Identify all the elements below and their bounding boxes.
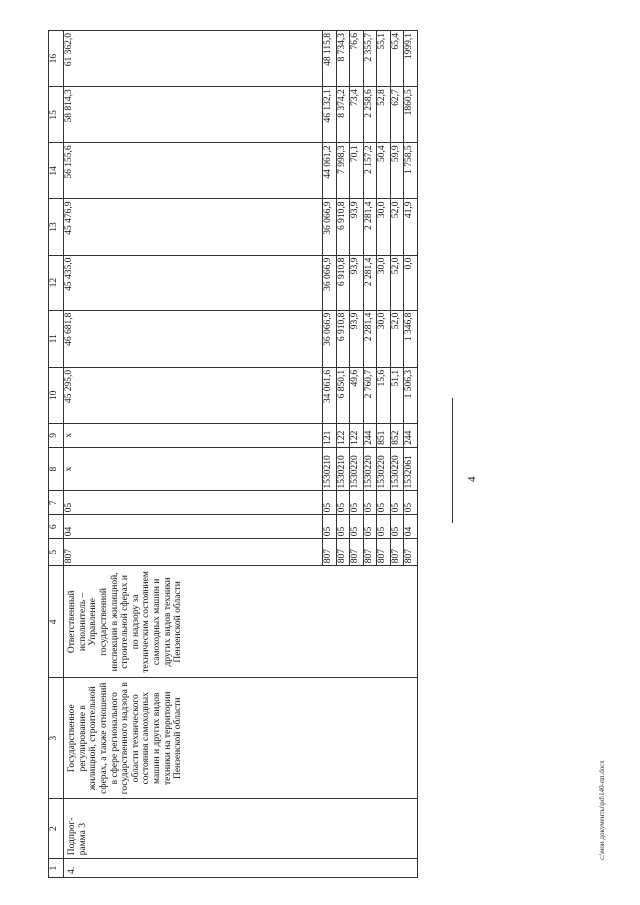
cell-v10: 49,6	[350, 367, 364, 423]
cell-v14: 44 061,2	[323, 143, 337, 199]
column-header: 8	[49, 447, 64, 491]
cell-grbs: 807	[377, 539, 391, 566]
cell-v10: 15,6	[377, 367, 391, 423]
cell-rz: 05	[390, 515, 404, 539]
cell-rz: 05	[323, 515, 337, 539]
cell-v14: 2 157,2	[363, 143, 377, 199]
cell-v11: 93,9	[350, 310, 364, 367]
column-header: 10	[49, 367, 64, 423]
cell-v13: 93,9	[350, 199, 364, 255]
cell-v15: 8 374,2	[336, 87, 350, 143]
cell-v15: 62,7	[390, 87, 404, 143]
cell-grbs: 807	[404, 539, 418, 566]
cell-pr: 05	[377, 491, 391, 515]
cell-v14: 1 758,5	[404, 143, 418, 199]
cell-v14: 59,9	[390, 143, 404, 199]
cell-rz: 04	[404, 515, 418, 539]
program-title: Государственное регулирование в жилищной, строительной сферах, а также отношений в сфере регионального государственного надзора в области технического состояния самоходных машин и других видов техники на территории Пензенской области	[64, 678, 418, 799]
cell-rz: 04	[64, 515, 323, 539]
divider-line	[452, 398, 453, 523]
cell-vr: 121	[323, 423, 337, 447]
column-header: 4	[49, 566, 64, 678]
cell-v11: 2 281,4	[363, 310, 377, 367]
cell-v16: 61 362,0	[64, 31, 323, 87]
cell-v11: 30,0	[377, 310, 391, 367]
cell-pr: 05	[390, 491, 404, 515]
cell-pr: 05	[350, 491, 364, 515]
cell-csr: 1530210	[323, 447, 337, 491]
cell-csr: 1530220	[390, 447, 404, 491]
cell-v10: 2 760,7	[363, 367, 377, 423]
column-header: 15	[49, 87, 64, 143]
page-number: 4	[466, 476, 478, 482]
cell-v10: 34 061,6	[323, 367, 337, 423]
cell-v12: 2 281,4	[363, 255, 377, 310]
cell-v15: 1860,5	[404, 87, 418, 143]
column-header: 3	[49, 678, 64, 799]
cell-v13: 52,0	[390, 199, 404, 255]
cell-pr: 05	[323, 491, 337, 515]
cell-csr: 1530220	[363, 447, 377, 491]
cell-pr: 05	[404, 491, 418, 515]
cell-pr: 05	[363, 491, 377, 515]
cell-grbs: 807	[350, 539, 364, 566]
cell-grbs: 807	[64, 539, 323, 566]
cell-v15: 52,8	[377, 87, 391, 143]
cell-v16: 76,6	[350, 31, 364, 87]
cell-v16: 1999,1	[404, 31, 418, 87]
cell-v14: 50,4	[377, 143, 391, 199]
cell-vr: 852	[390, 423, 404, 447]
cell-v12: 6 910,8	[336, 255, 350, 310]
column-header: 6	[49, 515, 64, 539]
budget-table	[48, 30, 418, 878]
cell-csr: 1530210	[336, 447, 350, 491]
cell-vr: 851	[377, 423, 391, 447]
cell-grbs: 807	[323, 539, 337, 566]
header-row	[49, 31, 64, 878]
cell-v15: 2 258,6	[363, 87, 377, 143]
column-header: 2	[49, 799, 64, 859]
cell-csr: 1530220	[350, 447, 364, 491]
cell-v10: 6 850,1	[336, 367, 350, 423]
cell-v16: 2 355,7	[363, 31, 377, 87]
row-number: 4.	[64, 859, 418, 878]
footer-file-path: c:\мои документы\pd\140-пп.docx	[598, 760, 606, 860]
budget-table-rotated	[48, 30, 424, 878]
column-header: 16	[49, 31, 64, 87]
cell-rz: 05	[377, 515, 391, 539]
cell-v10: 1 506,3	[404, 367, 418, 423]
cell-v13: 45 476,9	[64, 199, 323, 255]
cell-vr: 244	[363, 423, 377, 447]
column-header: 5	[49, 539, 64, 566]
cell-rz: 05	[363, 515, 377, 539]
cell-rz: 05	[350, 515, 364, 539]
cell-csr: 1530220	[377, 447, 391, 491]
cell-v11: 36 066,9	[323, 310, 337, 367]
cell-vr: 122	[336, 423, 350, 447]
cell-v12: 52,0	[390, 255, 404, 310]
cell-v15: 73,4	[350, 87, 364, 143]
cell-rz: 05	[336, 515, 350, 539]
cell-v15: 58 814,3	[64, 87, 323, 143]
cell-v16: 8 734,3	[336, 31, 350, 87]
cell-grbs: 807	[336, 539, 350, 566]
cell-v12: 36 066,9	[323, 255, 337, 310]
cell-grbs: 807	[390, 539, 404, 566]
cell-v11: 46 681,8	[64, 310, 323, 367]
cell-v13: 30,0	[377, 199, 391, 255]
cell-v16: 65,4	[390, 31, 404, 87]
column-header: 12	[49, 255, 64, 310]
cell-v11: 52,0	[390, 310, 404, 367]
cell-csr: x	[64, 447, 323, 491]
cell-v14: 56 155,6	[64, 143, 323, 199]
cell-csr: 1532061	[404, 447, 418, 491]
cell-pr: 05	[336, 491, 350, 515]
cell-v14: 70,1	[350, 143, 364, 199]
cell-grbs: 807	[363, 539, 377, 566]
executor: Ответственный исполнитель – Управление государственной инспекции в жилищной, строительной сферах и по надзору за техническим состоянием самоходных машин и других видов техники Пензенской области	[64, 566, 418, 678]
cell-v11: 1 346,8	[404, 310, 418, 367]
cell-v10: 51,1	[390, 367, 404, 423]
cell-v13: 41,9	[404, 199, 418, 255]
column-header: 7	[49, 491, 64, 515]
cell-v11: 6 910,8	[336, 310, 350, 367]
column-header: 11	[49, 310, 64, 367]
cell-v13: 36 066,9	[323, 199, 337, 255]
main-row	[64, 31, 323, 878]
cell-v13: 2 281,4	[363, 199, 377, 255]
cell-v16: 48 115,8	[323, 31, 337, 87]
cell-vr: 122	[350, 423, 364, 447]
column-header: 1	[49, 859, 64, 878]
cell-vr: x	[64, 423, 323, 447]
cell-v12: 0,0	[404, 255, 418, 310]
cell-v12: 45 435,0	[64, 255, 323, 310]
column-header: 14	[49, 143, 64, 199]
cell-v13: 6 910,8	[336, 199, 350, 255]
cell-v15: 46 132,1	[323, 87, 337, 143]
column-header: 9	[49, 423, 64, 447]
cell-vr: 244	[404, 423, 418, 447]
program-name: Подпрог-рамма 3	[64, 799, 418, 859]
cell-v14: 7 998,3	[336, 143, 350, 199]
cell-v16: 55,1	[377, 31, 391, 87]
cell-v10: 45 295,0	[64, 367, 323, 423]
cell-pr: 05	[64, 491, 323, 515]
cell-v12: 93,9	[350, 255, 364, 310]
column-header: 13	[49, 199, 64, 255]
cell-v12: 30,0	[377, 255, 391, 310]
